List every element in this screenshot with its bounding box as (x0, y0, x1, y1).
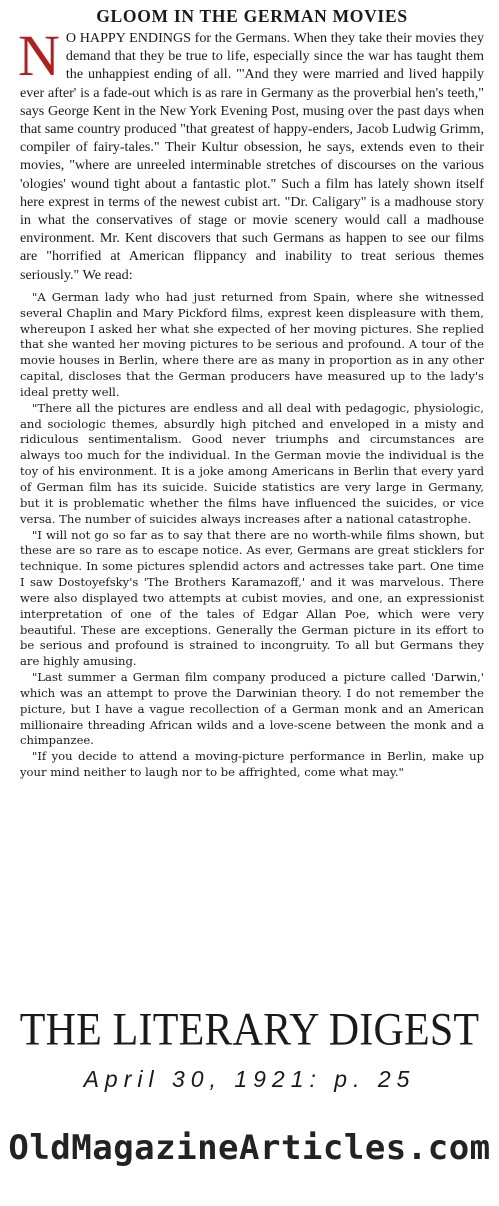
publication-masthead: THE LITERARY DIGEST (19, 1004, 480, 1056)
intro-text: O HAPPY ENDINGS for the Germans. When they take their movies they demand that they be true to life, especially since the war has taught them the unhappiest ending of all. "'And they were married and lived happily ever after' is a fade-out which is as rare in Germany as the proverbial hen's teeth," says George Kent in the New York Evening Post, musing over the past days when that same country produced "that greatest of happy-enders, Jacob Ludwig Grimm, compiler of fairy-tales." Their Kultur obsession, he says, extends even to their movies, "where are unreeled interminable stretches of discourses on the various 'ologies' wound tight about a fantastic plot." Such a film has lately shown itself here exprest in terms of the newest cubist art. "Dr. Caligary" is a madhouse story in what the conservatives of stage or movie scenery would call a madhouse environment. Mr. Kent discovers that such Germans as happen to see our films are "horrified at American flippancy and inability to treat serious themes seriously." We read: (20, 30, 484, 283)
drop-cap: N (18, 23, 60, 88)
site-watermark: OldMagazineArticles.com (8, 1128, 491, 1168)
quoted-passage (20, 290, 484, 781)
article-intro (18, 23, 484, 284)
publication-date: April 30, 1921: p. 25 (83, 1066, 416, 1092)
article (20, 6, 484, 781)
article-headline: GLOOM IN THE GERMAN MOVIES (96, 6, 408, 26)
quote-paragraph: "If you decide to attend a moving-picture performance in Berlin, make up your mind neither to laugh nor to be affrighted, come what may." (20, 749, 484, 780)
quote-paragraph: "I will not go so far as to say that there are no worth-while films shown, but these are so rare as to escape notice. As ever, Germans are great sticklers for technique. In some pictures splendid actors and actresses take part. One time I saw Dostoyefsky's 'The Brothers Karamazoff,' and it was marvelous. There were also displayed two attempts at cubist movies, and one, an expressionist interpretation of one of the tales of Edgar Allan Poe, which were very beautiful. These are exceptions. Generally the German picture in its effort to be serious and profound is strained to incongruity. To all but Germans they are highly amusing. (20, 527, 484, 669)
quote-paragraph: "Last summer a German film company produced a picture called 'Darwin,' which was an attempt to prove the Darwinian theory. I do not remember the picture, but I have a vague recollection of a German monk and an American millionaire threading African wilds and a love-scene between the monk and a chimpanzee. (20, 670, 484, 748)
quote-paragraph: "A German lady who had just returned from Spain, where she witnessed several Chaplin and Mary Pickford films, exprest keen displeasure with them, whereupon I asked her what she expected of her moving pictures. She replied that she wanted her moving pictures to be serious and profound. A tour of the movie houses in Berlin, where there are as many in proportion as in any other capital, discloses that the German producers have measured up to the lady's ideal pretty well. (20, 289, 484, 399)
quote-paragraph: "There all the pictures are endless and all deal with pedagogic, physiologic, and sociologic themes, absurdly high pitched and enveloped in a misty and ridiculous sentimentalism. Good never triumphs and circumstances are always too much for the individual. In the German movie the individual is the toy of his environment. It is a joke among Americans in Berlin that every yard of German film has its suicide. Suicide statistics are very large in Germany, but it is problematic whether the films have influenced the suicides, or vice versa. The number of suicides always increases after a national catastrophe. (20, 400, 484, 526)
